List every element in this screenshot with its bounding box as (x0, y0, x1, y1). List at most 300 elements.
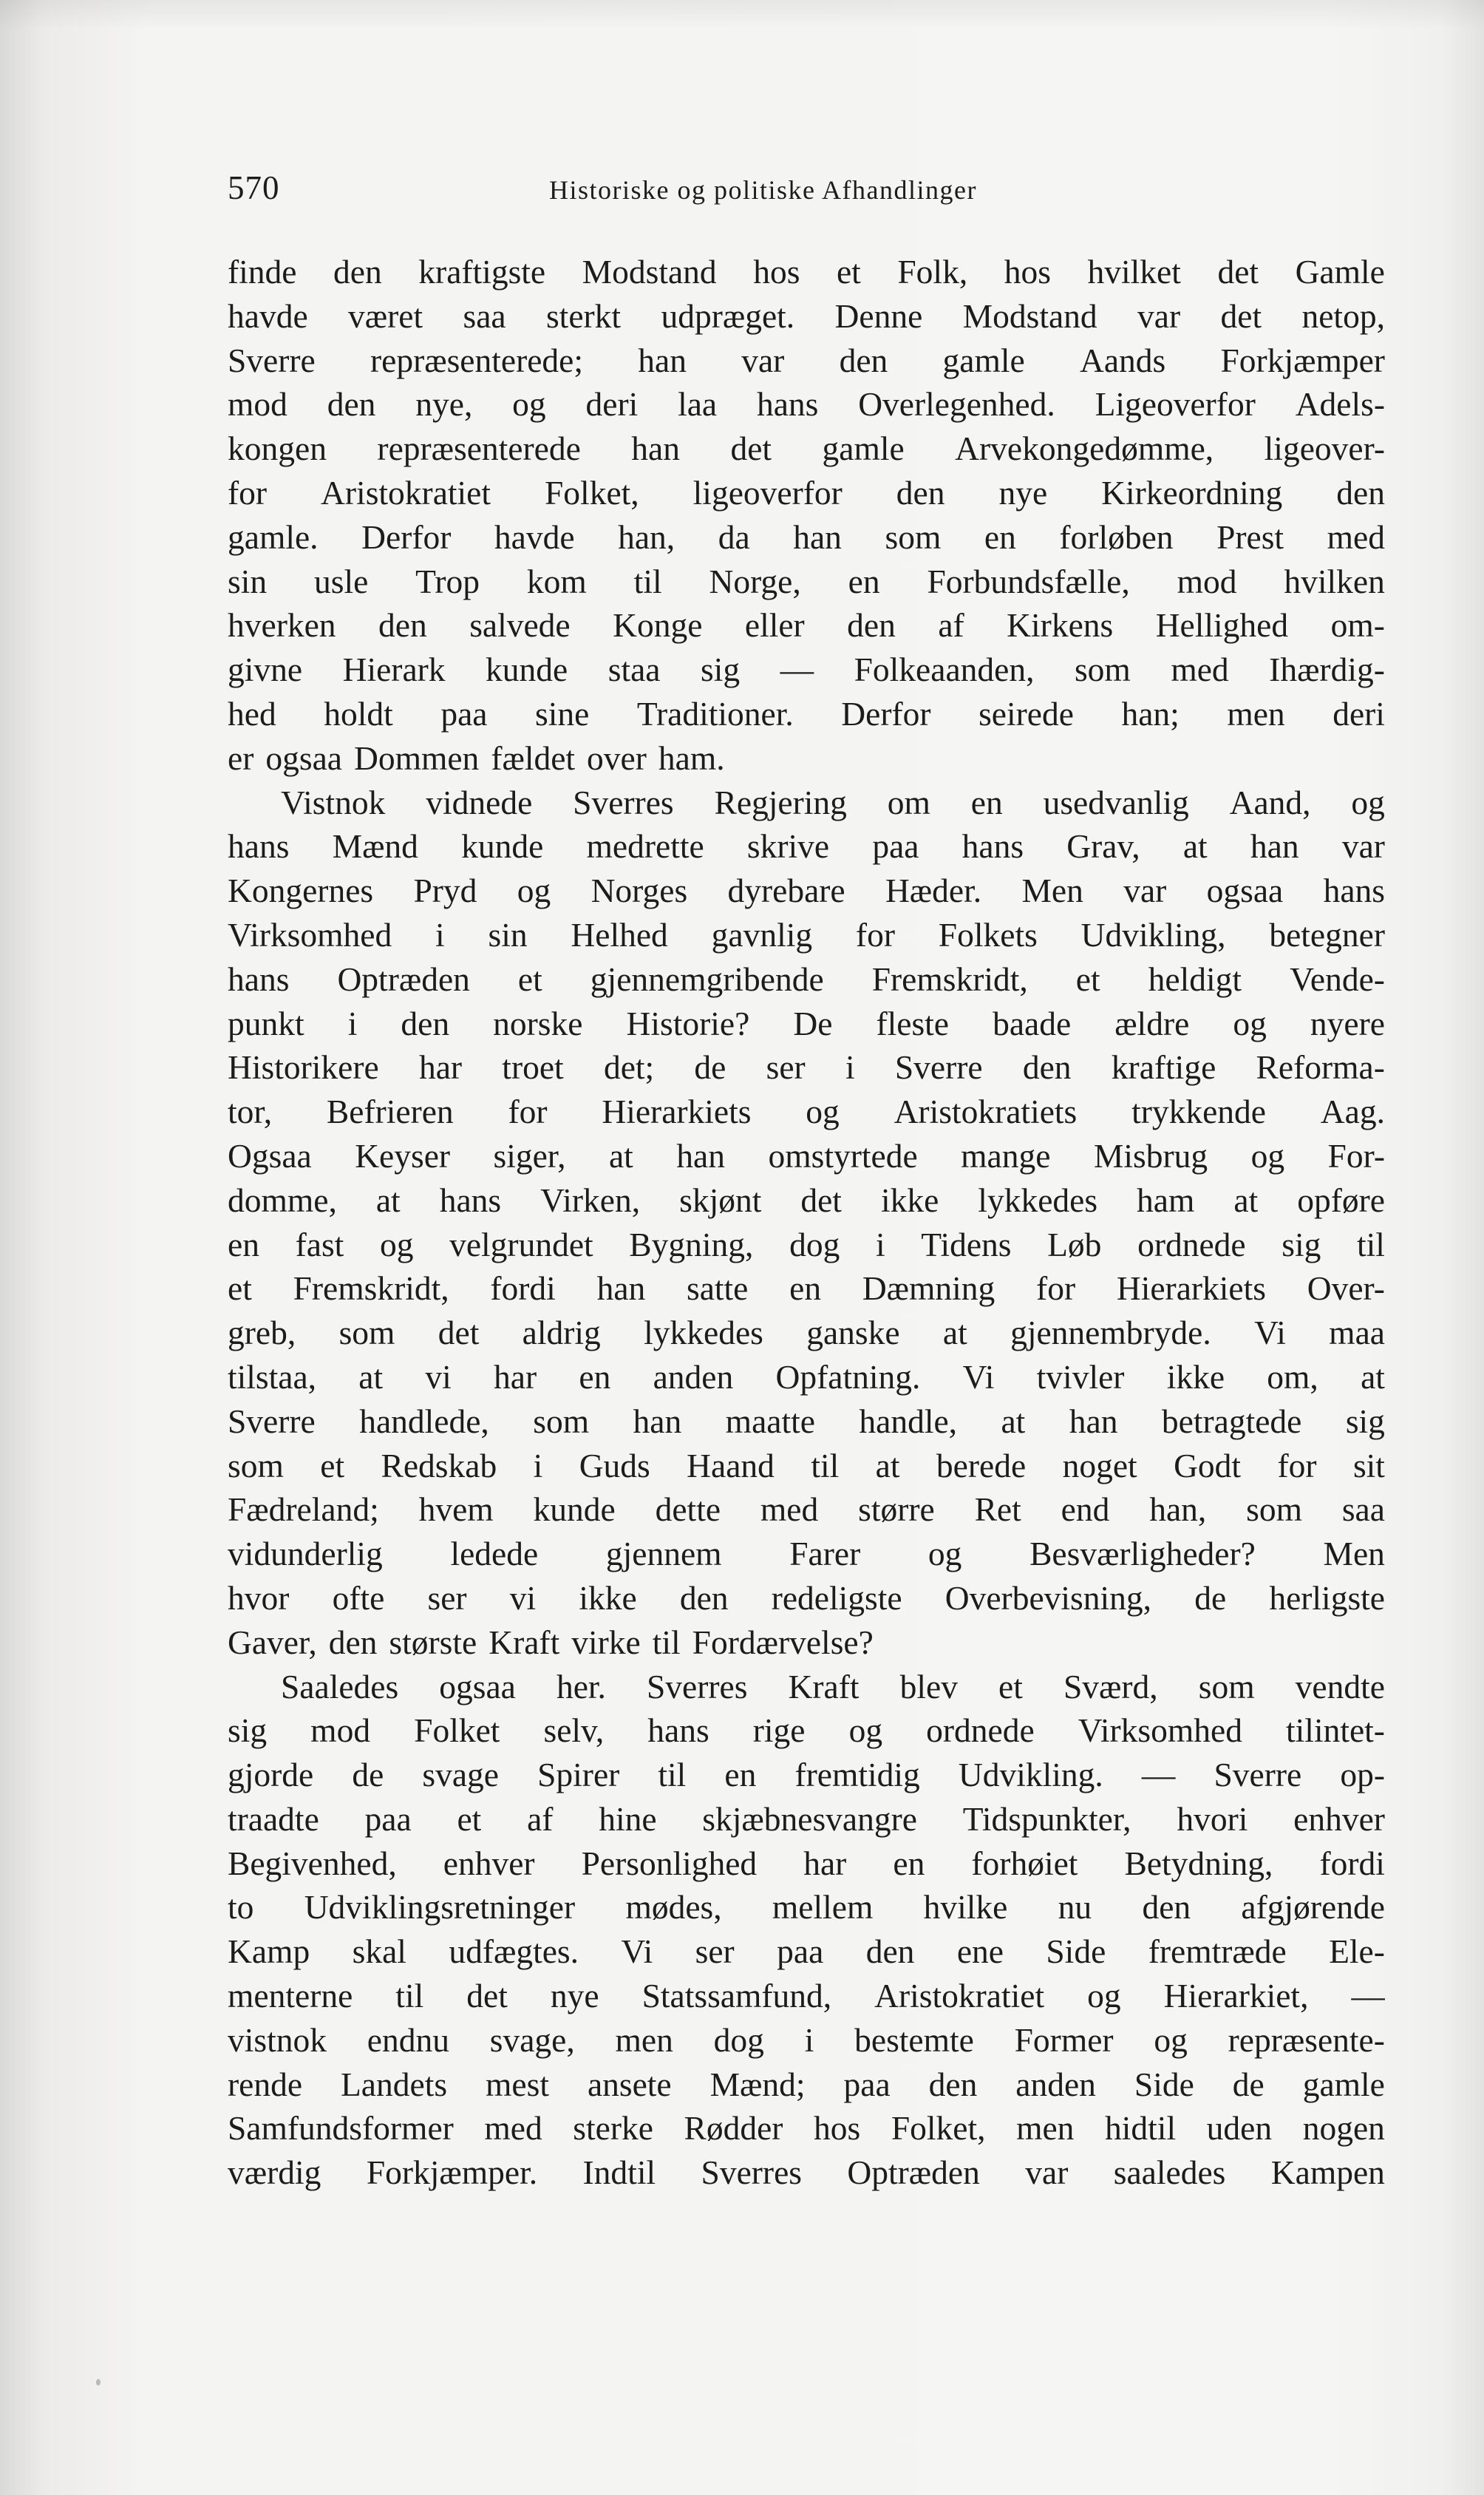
word: ansete (587, 2065, 672, 2103)
word: gjennemgribende (590, 960, 824, 998)
word: og (1233, 1004, 1267, 1042)
word: Udviklingsretninger (304, 1888, 576, 1927)
word: anden (1015, 2065, 1096, 2103)
word: en (893, 1844, 925, 1882)
text-line (228, 1929, 1385, 1974)
word: han, (618, 517, 675, 556)
word: Forkjæmper (1220, 341, 1385, 379)
word: sig (701, 651, 741, 689)
text-line (228, 1885, 1385, 1929)
word: Fremskridt, (293, 1269, 449, 1308)
word: var (1137, 296, 1181, 335)
word: handlede, (359, 1402, 489, 1440)
word: det (800, 1181, 842, 1219)
word: forhøiet (971, 1844, 1078, 1882)
text-line (228, 339, 1385, 383)
word: ganske (806, 1314, 900, 1352)
word: repræsenterede; (370, 341, 584, 379)
word: som (1074, 651, 1131, 689)
word: rige (752, 1711, 806, 1750)
word: en (228, 1225, 259, 1263)
word: Grav, (1066, 827, 1140, 866)
word: de (694, 1048, 726, 1087)
word: Arvekongedømme, (955, 430, 1214, 468)
word: hos (1004, 253, 1051, 291)
word: sig (1345, 1402, 1385, 1440)
word: Sverre (1214, 1756, 1302, 1794)
word: Adels- (1295, 385, 1385, 424)
word: Opfatning. (775, 1357, 921, 1396)
word: og (517, 872, 551, 910)
word: og (806, 1093, 840, 1131)
word: Konge (613, 606, 703, 645)
word: salvede (469, 606, 571, 645)
text-line (228, 1797, 1385, 1841)
word: har (803, 1844, 847, 1882)
word: sine (534, 694, 590, 733)
word: et (836, 253, 861, 291)
word: men (1227, 694, 1285, 733)
word: op- (1340, 1756, 1385, 1794)
word: af (527, 1799, 554, 1838)
word: afgjørende (1241, 1888, 1385, 1927)
word: Vi (962, 1357, 995, 1396)
word: den (928, 2065, 978, 2103)
word: vendte (1295, 1667, 1385, 1705)
text-line (228, 471, 1385, 515)
word: udpræget. (661, 296, 795, 335)
text-line (228, 515, 1385, 560)
word: vidnede (426, 783, 533, 821)
word: anden (653, 1357, 734, 1396)
word: Sverre (228, 1402, 316, 1440)
word: — (1351, 1977, 1385, 2015)
word: som (885, 517, 942, 556)
word: Fordærvelse? (692, 1623, 874, 1661)
word: sin (488, 915, 528, 954)
word: kongen (228, 430, 327, 468)
text-line (228, 382, 1385, 427)
word: Former (1014, 2020, 1114, 2059)
word: i (435, 915, 445, 954)
word: punkt (228, 1004, 304, 1042)
word: paa (440, 694, 488, 733)
word: et (517, 960, 542, 998)
word: Vistnok (281, 783, 386, 821)
word: det (1217, 253, 1259, 291)
word: staa (607, 651, 661, 689)
word: sig (228, 1711, 268, 1750)
word: har (494, 1357, 537, 1396)
word: usedvanlig (1043, 783, 1189, 821)
word: og (1351, 783, 1385, 821)
text-line (228, 427, 1385, 471)
word: Regjering (714, 783, 847, 821)
word: ogsaa (439, 1667, 516, 1705)
word: men (1016, 2109, 1075, 2148)
word: en (848, 562, 880, 600)
word: Begivenhed, (228, 1844, 397, 1882)
word: fordi (1319, 1844, 1385, 1882)
word: Aands (1079, 341, 1166, 379)
word: og (512, 385, 546, 424)
word: Haand (687, 1446, 775, 1484)
word: maatte (725, 1402, 815, 1440)
word: han; (1121, 694, 1180, 733)
word: mange (961, 1136, 1051, 1175)
word: den (679, 1578, 729, 1617)
word: gamle (942, 341, 1025, 379)
word: Virksomhed (228, 915, 392, 954)
word: at (942, 1314, 967, 1352)
text-line (228, 781, 1385, 825)
word: Mænd (332, 827, 418, 866)
word: den (847, 606, 896, 645)
word: de (1232, 2065, 1265, 2103)
word: største (389, 1623, 477, 1661)
word: er (228, 739, 254, 777)
word: ogsaa (1206, 872, 1284, 910)
word: i (347, 1004, 358, 1042)
word: den (1336, 473, 1385, 512)
word: hvilke (923, 1888, 1008, 1927)
word: end (1061, 1490, 1110, 1529)
word: Keyser (355, 1136, 451, 1175)
word: Sverre (894, 1048, 983, 1087)
word: hvilken (1284, 562, 1385, 600)
text-line (228, 1753, 1385, 1797)
word: og (848, 1711, 883, 1750)
word: Rødder (684, 2109, 783, 2148)
word: Kampen (1270, 2153, 1385, 2192)
word: rende (228, 2065, 303, 2103)
word: herligste (1269, 1578, 1385, 1617)
word: dog (713, 2020, 764, 2059)
word: Virken, (540, 1181, 641, 1219)
word: For- (1327, 1136, 1385, 1175)
word: ser (695, 1932, 735, 1971)
word: satte (687, 1269, 749, 1308)
word: det (730, 430, 772, 468)
word: Virksomhed (1078, 1711, 1242, 1750)
word: hvori (1177, 1799, 1248, 1838)
text-line (228, 1399, 1385, 1444)
word: sig (1282, 1225, 1321, 1263)
word: forløben (1059, 517, 1174, 556)
word: tor, (228, 1093, 273, 1131)
word: ser (427, 1578, 467, 1617)
text-line (228, 869, 1385, 913)
word: til (633, 562, 662, 600)
word: dette (655, 1490, 721, 1529)
text-line (228, 1487, 1385, 1532)
word: aldrig (522, 1314, 601, 1352)
word: sterke (573, 2109, 653, 2148)
text-line (228, 736, 1385, 781)
word: Tidspunkter, (962, 1799, 1131, 1838)
word: Gamle (1295, 253, 1385, 291)
word: endnu (367, 2020, 449, 2059)
word: var (1341, 827, 1385, 866)
word: med (760, 1490, 819, 1529)
word: en (579, 1357, 611, 1396)
word: Udvikling. (958, 1756, 1103, 1794)
text-line (228, 1665, 1385, 1709)
word: fældet (491, 739, 576, 777)
word: Fremskridt, (871, 960, 1028, 998)
word: siger, (493, 1136, 566, 1175)
word: svage (422, 1756, 499, 1794)
word: i (875, 1225, 885, 1263)
word: fremtræde (1148, 1932, 1287, 1971)
word: mod (1177, 562, 1237, 600)
word: en (789, 1269, 822, 1308)
word: Indtil (582, 2153, 656, 2192)
word: Side (1046, 1932, 1106, 1971)
word: baade (993, 1004, 1072, 1042)
word: — (780, 651, 814, 689)
word: Løb (1047, 1225, 1102, 1263)
word: vi (509, 1578, 537, 1617)
word: Dæmning (862, 1269, 995, 1308)
word: mellem (772, 1888, 874, 1927)
text-line (228, 913, 1385, 957)
word: Aristokratiet (321, 473, 491, 512)
word: den (865, 1932, 915, 1971)
text-line (228, 2063, 1385, 2107)
word: vidunderlig (228, 1535, 383, 1573)
word: Optræden (337, 960, 470, 998)
text-line (228, 1708, 1385, 1753)
word: som (338, 1314, 395, 1352)
word: betegner (1269, 915, 1385, 954)
word: det (466, 1977, 508, 2015)
word: for (1036, 1269, 1076, 1308)
word: over (587, 739, 647, 777)
word: tilintet- (1286, 1711, 1385, 1750)
word: til (658, 1756, 687, 1794)
word: og (379, 1225, 414, 1263)
word: Hæder. (885, 872, 982, 910)
word: den (328, 1623, 378, 1661)
word: han (638, 341, 687, 379)
word: trykkende (1131, 1093, 1266, 1131)
body-text (228, 250, 1385, 2195)
word: Statssamfund, (641, 1977, 832, 2015)
word: Besværligheder? (1029, 1535, 1256, 1573)
word: hverken (228, 606, 336, 645)
word: den (401, 1004, 450, 1042)
word: heldigt (1148, 960, 1242, 998)
word: Traditioner. (636, 694, 794, 733)
word: Aag. (1320, 1093, 1385, 1131)
word: det (438, 1314, 480, 1352)
word: Saaledes (281, 1667, 399, 1705)
word: kunde (461, 827, 544, 866)
word: for (508, 1093, 548, 1131)
word: at (358, 1357, 384, 1396)
word: at (608, 1136, 633, 1175)
word: med (1171, 651, 1229, 689)
word: ældre (1114, 1004, 1190, 1042)
word: norske (493, 1004, 583, 1042)
text-line (228, 603, 1385, 648)
text-line (228, 2106, 1385, 2151)
word: repræsente- (1228, 2020, 1385, 2059)
word: som (1198, 1667, 1255, 1705)
word: velgrundet (449, 1225, 593, 1263)
text-line (228, 560, 1385, 604)
word: Gaver, (228, 1623, 317, 1661)
word: kunde (486, 651, 568, 689)
word: den (327, 385, 376, 424)
word: mest (486, 2065, 549, 2103)
word: mod (228, 385, 287, 424)
word: hos (753, 253, 800, 291)
text-line (228, 957, 1385, 1002)
word: har (418, 1048, 463, 1087)
word: hed (228, 694, 276, 733)
word: Folket (414, 1711, 500, 1750)
word: Prest (1216, 517, 1284, 556)
word: et (998, 1667, 1023, 1705)
word: Sverres (573, 783, 674, 821)
word: var (741, 341, 785, 379)
word: blev (899, 1667, 958, 1705)
word: Godt (1174, 1446, 1242, 1484)
word: nye (550, 1977, 599, 2015)
word: Historie? (626, 1004, 750, 1042)
word: at (375, 1181, 401, 1219)
word: dog (789, 1225, 840, 1263)
word: traadte (228, 1799, 319, 1838)
word: han (676, 1136, 725, 1175)
word: skrive (746, 827, 830, 866)
word: holdt (324, 694, 393, 733)
word: som (1246, 1490, 1302, 1529)
word: Denne (834, 296, 923, 335)
word: Sverres (701, 2153, 802, 2192)
word: var (1123, 872, 1167, 910)
word: den (378, 606, 427, 645)
word: Aand, (1229, 783, 1311, 821)
word: saa (1341, 1490, 1385, 1529)
word: to (228, 1888, 254, 1927)
word: Kirkens (1007, 606, 1114, 645)
word: ikke (880, 1181, 939, 1219)
word: kraftige (1111, 1048, 1216, 1087)
word: Norges (590, 872, 688, 910)
word: Folk, (897, 253, 968, 291)
word: Forbundsfælle, (927, 562, 1130, 600)
text-line (228, 1355, 1385, 1399)
word: som (533, 1402, 590, 1440)
word: vistnok (228, 2020, 327, 2059)
word: Sværd, (1063, 1667, 1158, 1705)
word: til (811, 1446, 840, 1484)
word: den (1022, 1048, 1072, 1087)
word: vi (425, 1357, 452, 1396)
word: fleste (876, 1004, 950, 1042)
word: kraftigste (418, 253, 546, 291)
word: gamle. (228, 517, 319, 556)
word: det; (603, 1048, 655, 1087)
word: nye (998, 473, 1048, 512)
text-line (228, 250, 1385, 294)
word: omstyrtede (768, 1136, 918, 1175)
text-line (228, 2018, 1385, 2063)
word: handle, (859, 1402, 958, 1440)
word: gavnlig (711, 915, 813, 954)
text-line (228, 1620, 1385, 1665)
text-line (228, 1974, 1385, 2018)
word: Ogsaa (228, 1136, 312, 1175)
word: bestemte (854, 2020, 974, 2059)
text-line (228, 2151, 1385, 2195)
word: tilstaa, (228, 1357, 317, 1396)
word: havde (228, 296, 308, 335)
text-line (228, 1134, 1385, 1178)
word: med (1327, 517, 1385, 556)
word: Hellighed (1155, 606, 1289, 645)
word: selv, (543, 1711, 605, 1750)
word: givne (228, 651, 303, 689)
word: af (938, 606, 964, 645)
word: Sverres (647, 1667, 748, 1705)
running-title: Historiske og politiske Afhandlinger (549, 175, 977, 205)
word: var (1025, 2153, 1069, 2192)
word: til (652, 1623, 681, 1661)
word: Betydning, (1124, 1844, 1273, 1882)
word: Aristokratiet (874, 1977, 1045, 2015)
word: seirede (978, 694, 1074, 733)
word: uden (1206, 2109, 1273, 2148)
word: Befrieren (326, 1093, 454, 1131)
word: sit (1352, 1446, 1385, 1484)
word: at (875, 1446, 900, 1484)
word: ofte (332, 1578, 385, 1617)
word: den (1142, 1888, 1191, 1927)
word: Ihærdig- (1269, 651, 1385, 689)
word: Norge, (709, 562, 801, 600)
word: Pryd (413, 872, 477, 910)
word: kom (526, 562, 587, 600)
word: om, (1267, 1357, 1318, 1396)
word: gjorde (228, 1756, 314, 1794)
scan-speck (96, 2379, 101, 2386)
word: hans (439, 1181, 502, 1219)
word: skjønt (679, 1181, 762, 1219)
word: gamle (822, 430, 905, 468)
word: kunde (533, 1490, 616, 1529)
word: fordi (490, 1269, 556, 1308)
text-line (228, 1532, 1385, 1576)
word: den (896, 473, 945, 512)
word: Folket, (891, 2109, 986, 2148)
word: Guds (579, 1446, 650, 1484)
word: i (804, 2020, 814, 2059)
word: at (1233, 1181, 1259, 1219)
word: et (457, 1799, 482, 1838)
word: de (1194, 1578, 1227, 1617)
word: gjennem (605, 1535, 722, 1573)
word: saaledes (1113, 2153, 1226, 2192)
word: enhver (443, 1844, 535, 1882)
text-line (228, 1002, 1385, 1046)
word: Derfor (361, 517, 452, 556)
word: hans (647, 1711, 709, 1750)
word: skjæbnesvangre (702, 1799, 917, 1838)
